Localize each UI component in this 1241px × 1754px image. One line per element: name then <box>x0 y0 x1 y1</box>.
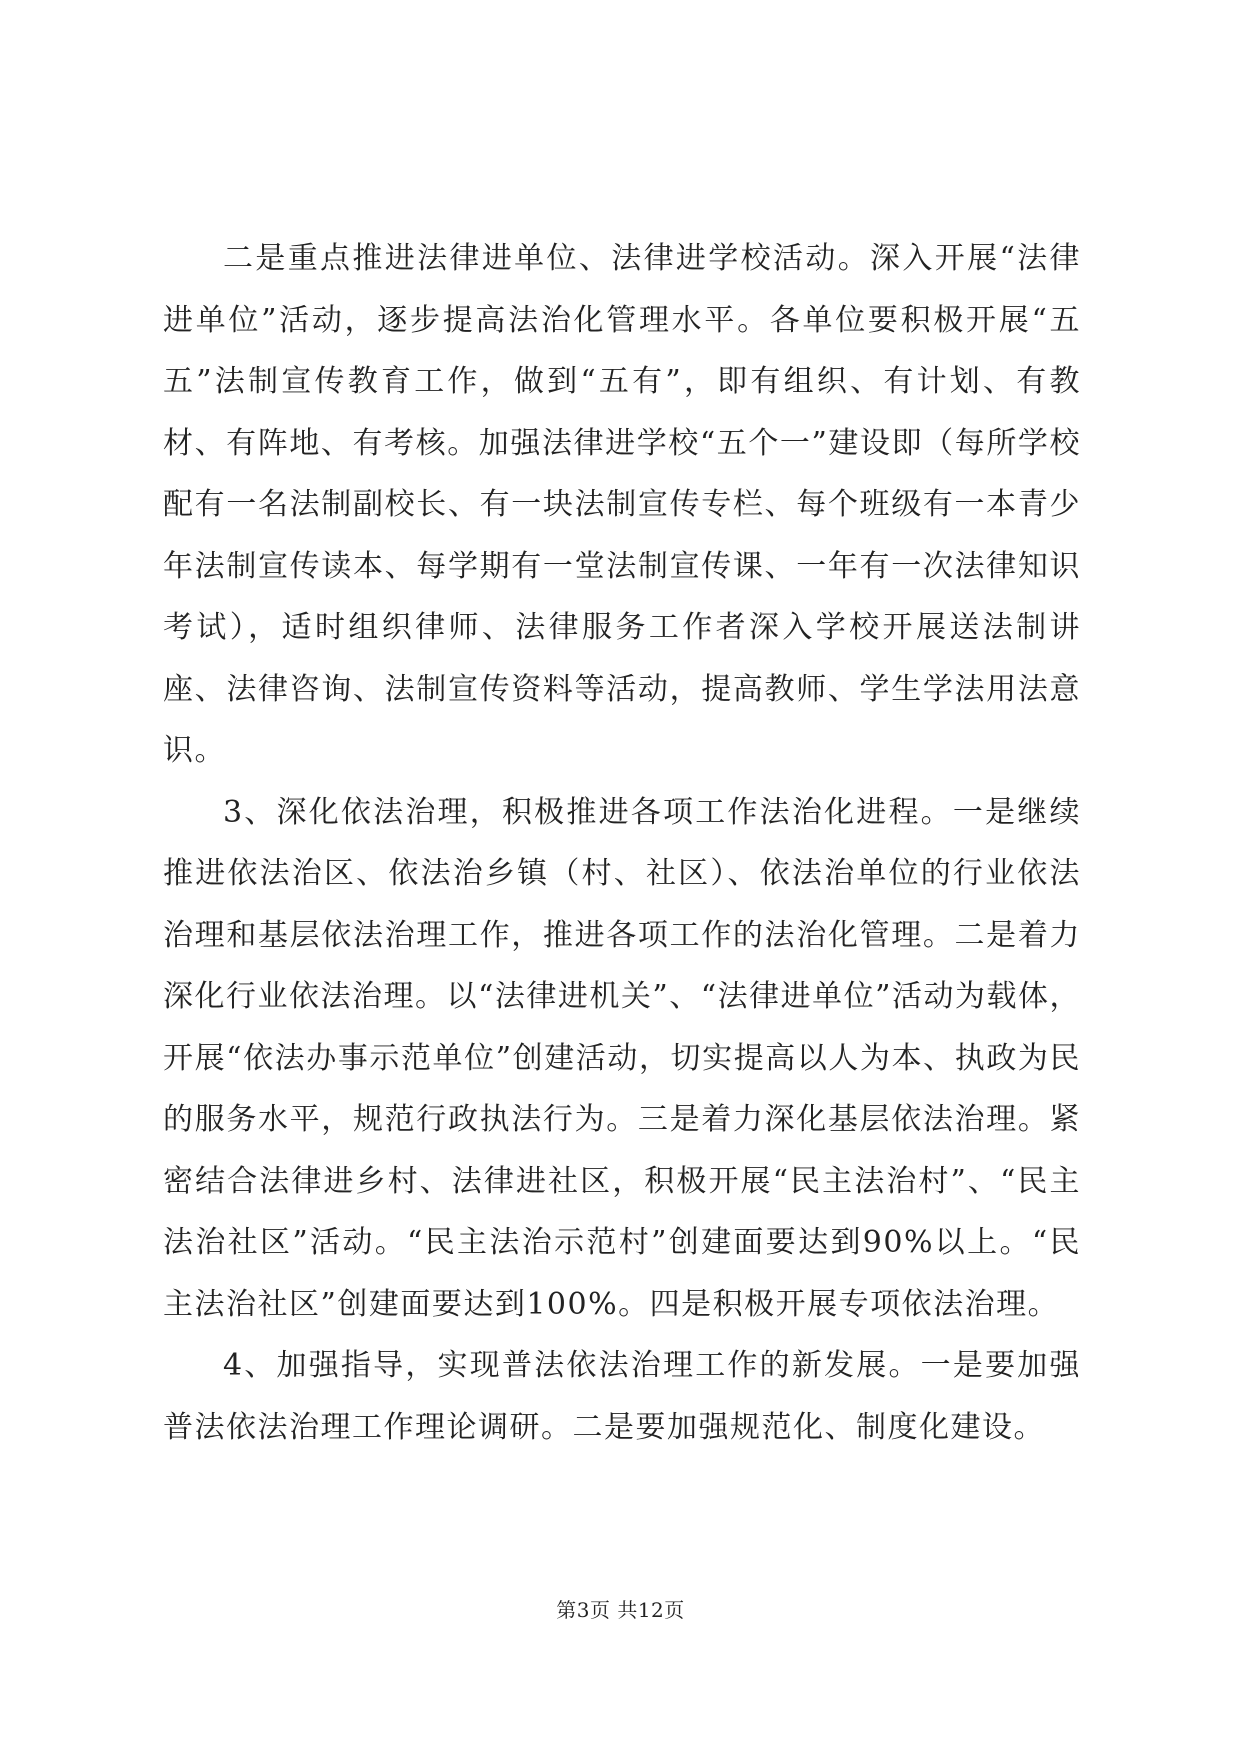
page-footer: 第3页 共12页 <box>556 1598 685 1622</box>
paragraph-deepen-governance: 3、深化依法治理，积极推进各项工作法治化进程。一是继续推进依法治区、依法治乡镇（村、社区）、依法治单位的行业依法治理和基层依法治理工作，推进各项工作的法治化管理。二是着力深化行业依法治理。以“法律进机关”、“法律进单位”活动为载体，开展“依法办事示范单位”创建活动，切实提高以人为本、执政为民的服务水平，规范行政执法行为。三是着力深化基层依法治理。紧密结合法律进乡村、法律进社区，积极开展“民主法治村”、“民主法治社区”活动。“民主法治示范村”创建面要达到90%以上。“民主法治社区”创建面要达到100%。四是积极开展专项依法治理。 <box>163 794 1081 1322</box>
paragraph-strengthen-guidance: 4、加强指导，实现普法依法治理工作的新发展。一是要加强普法依法治理工作理论调研。二是要加强规范化、制度化建设。 <box>163 1348 1081 1445</box>
paragraph-law-into-units-schools: 二是重点推进法律进单位、法律进学校活动。深入开展“法律进单位”活动，逐步提高法治化管理水平。各单位要积极开展“五五”法制宣传教育工作，做到“五有”，即有组织、有计划、有教材、有阵地、有考核。加强法律进学校“五个一”建设即（每所学校配有一名法制副校长、有一块法制宣传专栏、每个班级有一本青少年法制宣传读本、每学期有一堂法制宣传课、一年有一次法律知识考试），适时组织律师、法律服务工作者深入学校开展送法制讲座、法律咨询、法制宣传资料等活动，提高教师、学生学法用法意识。 <box>163 241 1081 768</box>
document-body <box>163 228 1081 1458</box>
